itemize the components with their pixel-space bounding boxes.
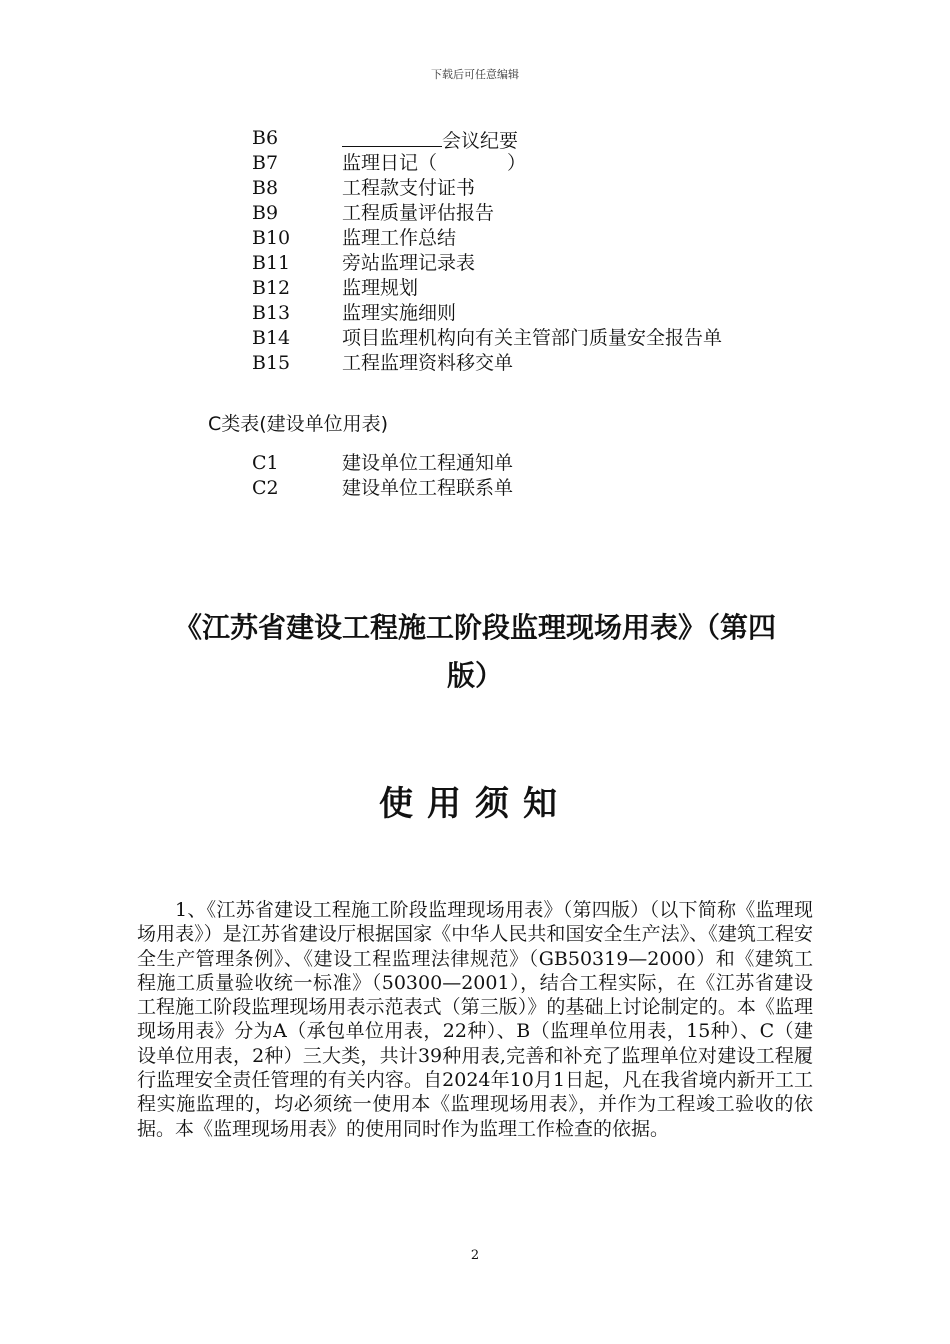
list-item-b14 — [252, 326, 722, 351]
form-title-text: 会议纪要 — [442, 130, 519, 152]
notice-paragraph-1: 1、《江苏省建设工程施工阶段监理现场用表》（第四版）（以下简称《监理现场用表》）是江苏省建设厅根据国家《中华人民共和国安全生产法》、《建筑工程安全生产管理条例》、《建设工程监理法律规范》（GB50319—2000）和《建筑工程施工质量验收统一标准》（50300—2001），结合工程实际，在《江苏省建设工程施工阶段监理现场用表示范表式（第三版）》的基础上讨论制定的。本《监理现场用表》分为A（承包单位用表，22种）、B（监理单位用表，15种）、C（建设单位用表，2种）三大类，共计39种用表,完善和补充了监理单位对建设工程履行监理安全责任管理的有关内容。自2024年10月1日起，凡在我省境内新开工工程实施监理的，均必须统一使用本《监理现场用表》，并作为工程竣工验收的依据。本《监理现场用表》的使用同时作为监理工作检查的依据。 — [137, 899, 813, 1140]
list-item-b12 — [252, 276, 722, 301]
form-code: B9 — [252, 202, 279, 224]
page-number: 2 — [470, 1248, 480, 1263]
list-item-b6 — [252, 126, 722, 151]
form-code: C2 — [252, 477, 279, 499]
list-item-b7 — [252, 151, 722, 176]
c-section-heading: C类表(建设单位用表) — [208, 413, 389, 435]
form-code: C1 — [252, 452, 279, 474]
form-code: B8 — [252, 177, 279, 199]
form-title: 工程质量评估报告 — [342, 202, 495, 224]
form-title — [342, 151, 526, 176]
form-title: 旁站监理记录表 — [342, 252, 476, 274]
form-title: 监理工作总结 — [342, 227, 457, 249]
form-code: B12 — [252, 277, 291, 299]
list-item-c2 — [252, 476, 513, 501]
list-item-b11 — [252, 251, 722, 276]
form-title: 建设单位工程联系单 — [342, 477, 514, 499]
form-title: 项目监理机构向有关主管部门质量安全报告单 — [342, 327, 723, 349]
c-form-list — [252, 451, 513, 501]
document-title-line-2: 版） — [446, 659, 503, 692]
form-title: 工程款支付证书 — [342, 177, 476, 199]
document-title — [140, 604, 810, 700]
list-item-b10 — [252, 226, 722, 251]
form-title: 监理规划 — [342, 277, 419, 299]
document-title-line-1: 《江苏省建设工程施工阶段监理现场用表》（第四 — [173, 611, 776, 644]
form-code: B6 — [252, 127, 279, 149]
list-item-c1 — [252, 451, 513, 476]
list-item-b13 — [252, 301, 722, 326]
list-item-b15 — [252, 351, 722, 376]
header-note: 下载后可任意编辑 — [431, 68, 519, 81]
list-item-b9 — [252, 201, 722, 226]
form-title: 工程监理资料移交单 — [342, 352, 514, 374]
form-title: 建设单位工程通知单 — [342, 452, 514, 474]
form-title: 监理实施细则 — [342, 302, 457, 324]
list-item-b8 — [252, 176, 722, 201]
form-code: B15 — [252, 352, 291, 374]
form-title-suffix: ） — [507, 152, 527, 174]
form-title — [342, 126, 518, 151]
fill-in-blank — [342, 126, 442, 147]
form-code: B14 — [252, 327, 291, 349]
b-form-list — [252, 126, 722, 376]
form-code: B11 — [252, 252, 291, 274]
form-code: B13 — [252, 302, 291, 324]
form-code: B7 — [252, 152, 279, 174]
notice-heading: 使用须知 — [379, 784, 571, 824]
form-code: B10 — [252, 227, 291, 249]
form-title-text: 监理日记（ — [342, 152, 438, 174]
